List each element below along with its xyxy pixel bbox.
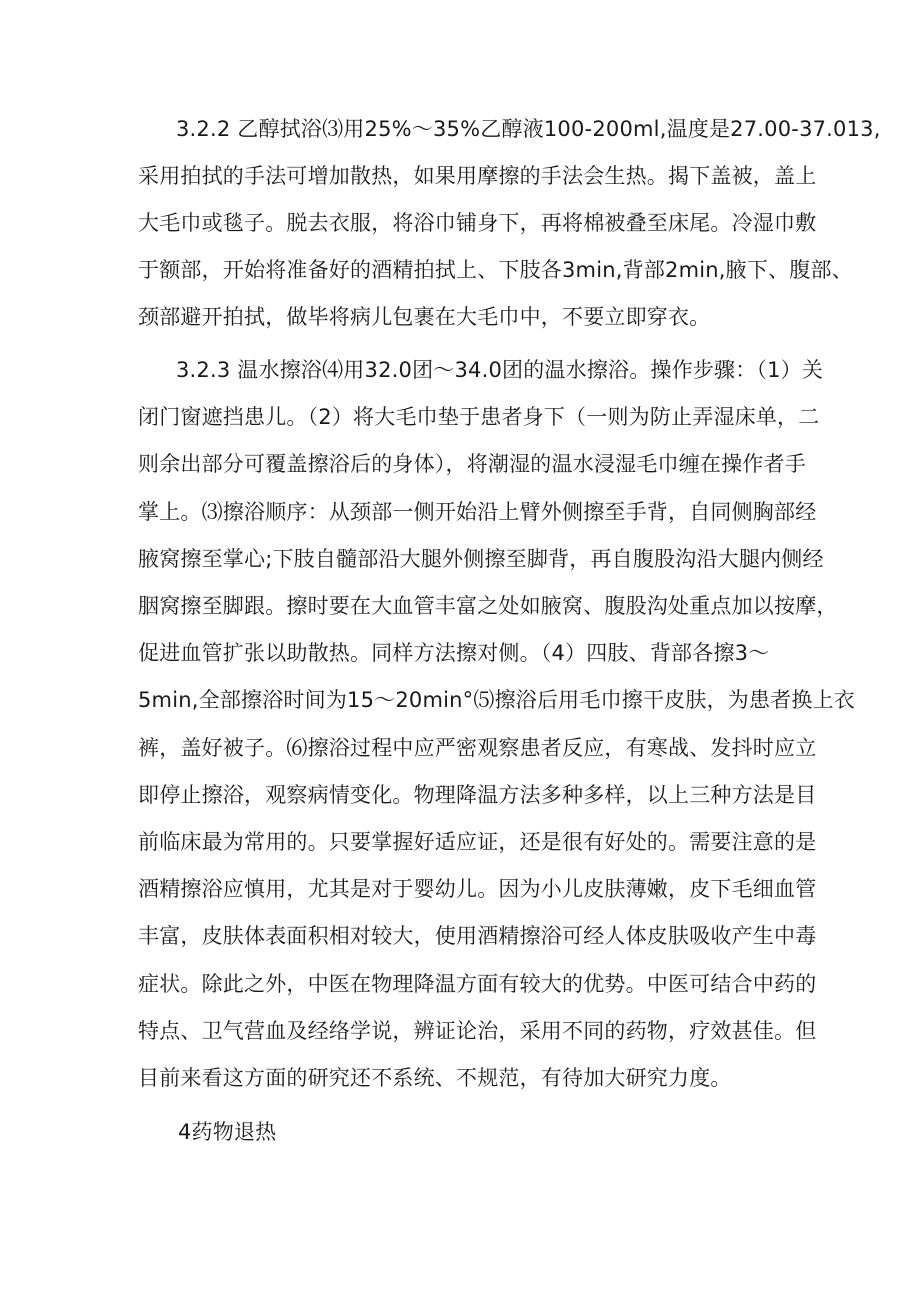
paragraph-line: 酒精擦浴应慎用，尤其是对于婴幼儿。因为小儿皮肤薄嫩，皮下毛细血管 (138, 877, 817, 901)
paragraph-line: 即停止擦浴，观察病情变化。物理降温方法多种多样，以上三种方法是目 (138, 783, 817, 807)
paragraph-line: 闭门窗遮挡患儿。（2）将大毛巾垫于患者身下（一则为防止弄湿床单，二 (138, 405, 820, 429)
paragraph-line: 大毛巾或毯子。脱去衣服，将浴巾铺身下，再将棉被叠至床尾。冷湿巾敷 (138, 211, 817, 235)
paragraph-line: 采用拍拭的手法可增加散热，如果用摩擦的手法会生热。揭下盖被，盖上 (138, 164, 817, 188)
paragraph-line: 3.2.2 乙醇拭浴⑶用25%～35%乙醇液100-200ml,温度是27.00-37.013, (176, 117, 881, 141)
paragraph-line: 5min,全部擦浴时间为15～20min°⑸擦浴后用毛巾擦干皮肤，为患者换上衣 (138, 688, 855, 712)
paragraph-line: 掌上。⑶擦浴顺序：从颈部一侧开始沿上臂外侧擦至手背，自同侧胸部经 (138, 500, 817, 524)
paragraph-line: 丰富，皮肤体表面积相对较大，使用酒精擦浴可经人体皮肤吸收产生中毒 (138, 924, 817, 948)
paragraph-line: 3.2.3 温水擦浴⑷用32.0团～34.0团的温水擦浴。操作步骤：（1）关 (176, 358, 824, 382)
paragraph-line: 则余出部分可覆盖擦浴后的身体），将潮湿的温水浸湿毛巾缠在操作者手 (138, 452, 806, 476)
paragraph-line: 促进血管扩张以助散热。同样方法擦对侧。（4）四肢、背部各擦3～ (138, 641, 770, 665)
paragraph-line: 裤，盖好被子。⑹擦浴过程中应严密观察患者反应，有寒战、发抖时应立 (138, 736, 817, 760)
paragraph-line: 前临床最为常用的。只要掌握好适应证，还是很有好处的。需要注意的是 (138, 830, 817, 854)
paragraph-line: 胭窝擦至脚跟。擦时要在大血管丰富之处如腋窝、腹股沟处重点加以按摩， (138, 594, 838, 618)
paragraph-line: 目前来看这方面的研究还不系统、不规范，有待加大研究力度。 (138, 1066, 732, 1090)
paragraph-line: 症状。除此之外，中医在物理降温方面有较大的优势。中医可结合中药的 (138, 972, 817, 996)
paragraph-line: 腋窝擦至掌心;下肢自髓部沿大腿外侧擦至脚背，再自腹股沟沿大腿内侧经 (138, 547, 824, 571)
section-4-heading: 4药物退热 (178, 1120, 277, 1144)
paragraph-line: 特点、卫气营血及经络学说，辨证论治，采用不同的药物，疗效甚佳。但 (138, 1019, 817, 1043)
paragraph-line: 颈部避开拍拭，做毕将病儿包裹在大毛巾中，不要立即穿衣。 (138, 305, 711, 329)
paragraph-line: 于额部，开始将准备好的酒精拍拭上、下肢各3min,背部2min,腋下、腹部、 (138, 258, 853, 282)
